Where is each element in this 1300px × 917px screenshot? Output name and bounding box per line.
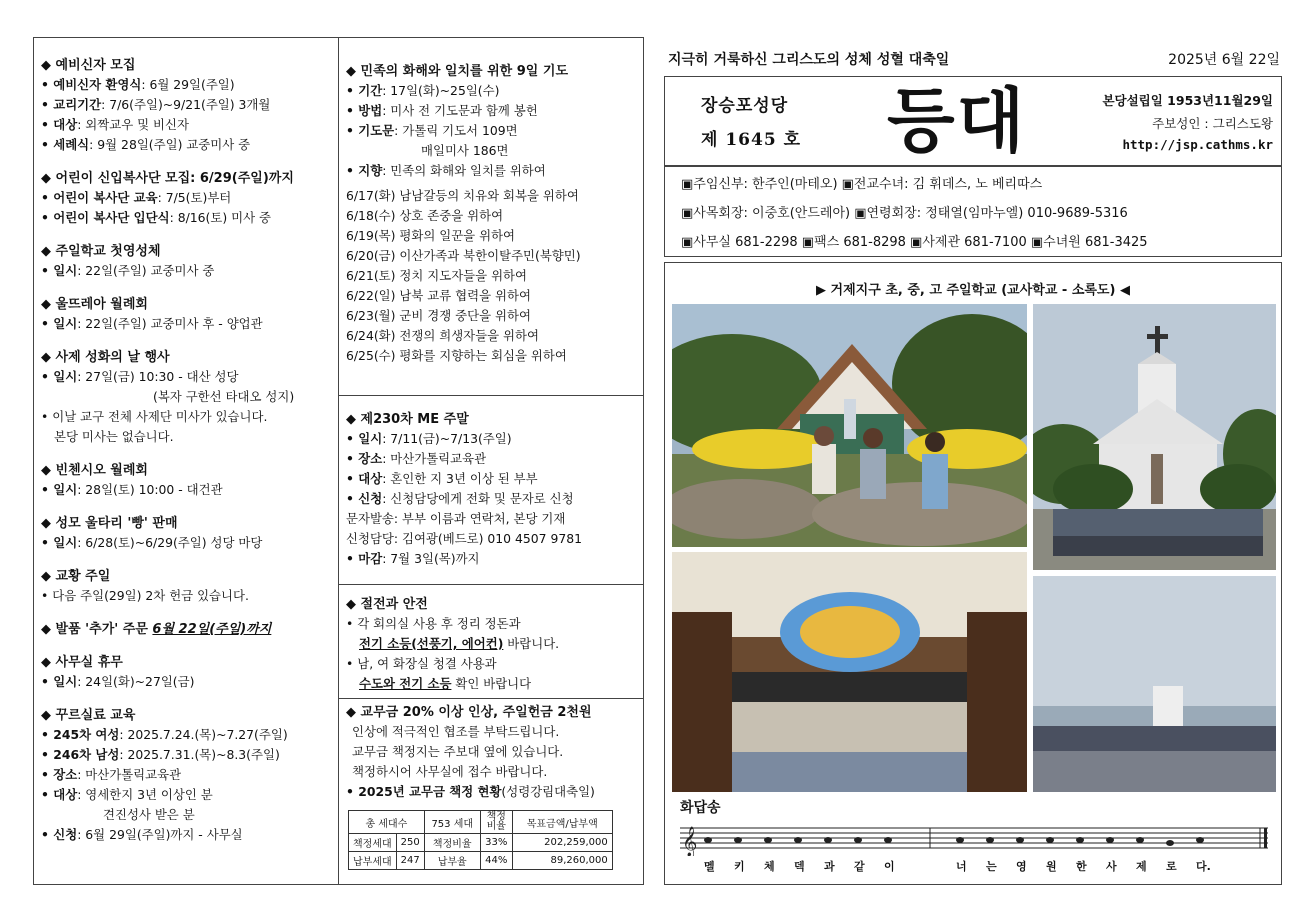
tithe-section <box>339 703 643 802</box>
lyric-syllable: 영 <box>1016 860 1027 873</box>
notice-column-middle <box>338 37 644 885</box>
issue-number: 제 1645 호 <box>701 130 801 150</box>
feast-title: 지극히 거룩하신 그리스도의 성체 성혈 대축일 <box>668 52 950 68</box>
info-line: • 2025년 교무금 책정 현황(성령강림대축일) <box>346 784 595 799</box>
lyric-syllable: 로 <box>1166 860 1177 873</box>
lyric-syllable: 너 <box>956 860 967 873</box>
lyric-syllable: 같 <box>854 860 865 873</box>
info-line: • 교리기간: 7/6(주일)~9/21(주일) 3개월 <box>41 97 271 112</box>
lyric-syllable: 키 <box>734 860 745 873</box>
info-line: • 장소: 마산가톨릭교육관 <box>41 767 182 782</box>
info-line: • 세례식: 9월 28일(주일) 교중미사 중 <box>41 137 251 152</box>
info-line: • 일시: 6/28(토)~6/29(주일) 성당 마당 <box>41 535 263 550</box>
table-row: 납부세대 247 납부율 44% 89,260,000 <box>349 852 613 870</box>
info-line: 신청담당: 김여광(베드로) 010 4507 9781 <box>346 531 583 546</box>
info-line: 견진성사 받은 분 <box>103 807 195 822</box>
section-title: ◆ 제230차 ME 주말 <box>346 412 469 427</box>
prayer-day: 6/21(토) 정치 지도자들을 위하여 <box>346 268 527 283</box>
chapel-group-photo <box>672 552 1027 792</box>
me-weekend-section <box>339 410 643 569</box>
info-line: • 각 회의실 사용 후 정리 정돈과 <box>346 616 521 631</box>
lyric-syllable: 멜 <box>704 860 715 873</box>
prayer-day: 6/25(수) 평화를 지향하는 회심을 위하여 <box>346 348 567 363</box>
staff-directory <box>664 166 1282 257</box>
info-line: • 기도문: 가톨릭 기도서 109면 <box>346 123 518 138</box>
prayer-day: 6/24(화) 전쟁의 희생자들을 위하여 <box>346 328 539 343</box>
section-title: ◆ 사제 성화의 날 행사 <box>41 350 170 365</box>
lyric-syllable: 원 <box>1046 860 1057 873</box>
divider <box>339 584 643 585</box>
info-line: • 일시: 22일(주일) 교중미사 후 - 양업관 <box>41 316 263 331</box>
issue-date: 2025년 6월 22일 <box>1168 52 1280 68</box>
grotto-photo <box>672 304 1027 547</box>
section-title: ◆ 교황 주일 <box>41 569 111 584</box>
info-line: • 지향: 민족의 화해와 일치를 위하여 <box>346 163 546 178</box>
section-title: ◆ 어린이 신입복사단 모집: 6/29(주일)까지 <box>41 171 294 186</box>
info-line: • 남, 여 화장실 청결 사용과 <box>346 656 497 671</box>
info-line: • 대상: 혼인한 지 3년 이상 된 부부 <box>346 471 538 486</box>
founding-date: 본당설립일 1953년11월29일 <box>1102 93 1273 108</box>
info-line: • 일시: 7/11(금)~7/13(주일) <box>346 431 512 446</box>
info-line: • 이날 교구 전체 사제단 미사가 있습니다. <box>41 409 268 424</box>
info-line: (복자 구한선 타대오 성지) <box>153 389 295 404</box>
newsletter-title: 등대 <box>887 80 1027 162</box>
prayer-day: 6/22(일) 남북 교류 협력을 위하여 <box>346 288 531 303</box>
section-title: ◆ 발품 '추가' 주문 6월 22일(주일)까지 <box>41 622 272 637</box>
info-line: • 어린이 복사단 교육: 7/5(토)부터 <box>41 190 232 205</box>
info-line: • 기간: 17일(화)~25일(수) <box>346 83 500 98</box>
lyric-syllable: 한 <box>1076 860 1087 873</box>
table-row: 총 세대수 753 세대 책정 비율 목표금액/납부액 <box>349 811 613 834</box>
section-title: ◆ 빈첸시오 월례회 <box>41 463 148 478</box>
lyric-syllable: 이 <box>884 860 895 873</box>
section-title: ◆ 절전과 안전 <box>346 597 428 612</box>
prayer-day: 6/23(월) 군비 경쟁 중단을 위하여 <box>346 308 531 323</box>
staff-line: ▣사무실 681-2298 ▣팩스 681-8298 ▣사제관 681-7100 ▣수녀원 681-3425 <box>681 235 1148 250</box>
section-title: ◆ 꾸르실료 교육 <box>41 708 136 723</box>
seaside-group-photo <box>1033 576 1276 792</box>
lyric-syllable: 과 <box>824 860 835 873</box>
info-line: • 신청: 신청담당에게 전화 및 문자로 신청 <box>346 491 574 506</box>
info-line: • 신청: 6월 29일(주일)까지 - 사무실 <box>41 827 243 842</box>
prayer-day: 6/17(화) 남남갈등의 치유와 회복을 위하여 <box>346 188 579 203</box>
parish-name: 장승포성당 <box>701 96 789 116</box>
energy-saving-section <box>339 595 643 694</box>
svg-text:𝄞: 𝄞 <box>682 827 698 856</box>
section-title: ◆ 예비신자 모집 <box>41 58 136 73</box>
psalm-title: 화답송 <box>680 800 721 816</box>
info-line: 수도와 전기 소등 확인 바랍니다 <box>359 676 532 691</box>
website-link[interactable]: http://jsp.cathms.kr <box>1122 137 1273 152</box>
divider <box>339 698 643 699</box>
lyric-syllable: 는 <box>986 860 997 873</box>
section-title: ◆ 사무실 휴무 <box>41 655 123 670</box>
lyric-syllable: 제 <box>1136 860 1147 873</box>
lyric-syllable: 체 <box>764 860 775 873</box>
info-line: 책정하시어 사무실에 접수 바랍니다. <box>352 764 548 779</box>
table-row: 책정세대 250 책정비율 33% 202,259,000 <box>349 834 613 852</box>
lyric-syllable: 사 <box>1106 860 1117 873</box>
lyric-syllable: 덱 <box>794 860 805 873</box>
info-line: • 일시: 24일(화)~27일(금) <box>41 674 195 689</box>
info-line: 본당 미사는 없습니다. <box>54 429 174 444</box>
church-photo <box>1033 304 1276 570</box>
info-line: • 일시: 22일(주일) 교중미사 중 <box>41 263 215 278</box>
staff-line: ▣사목회장: 이중호(안드레아) ▣연령회장: 정태열(임마누엘) 010-9689-5316 <box>681 206 1128 221</box>
prayer-section <box>339 62 643 366</box>
info-line: • 다음 주일(29일) 2차 헌금 있습니다. <box>41 588 249 603</box>
info-line: • 대상: 영세한지 3년 이상인 분 <box>41 787 213 802</box>
masthead <box>664 76 1282 166</box>
info-line: • 장소: 마산가톨릭교육관 <box>346 451 487 466</box>
patron-saint: 주보성인 : 그리스도왕 <box>1152 116 1273 131</box>
staff-line: ▣주임신부: 한주인(마테오) ▣전교수녀: 김 휘데스, 노 베리따스 <box>681 177 1043 192</box>
info-line: • 245차 여성: 2025.7.24.(목)~7.27(주일) <box>41 727 288 742</box>
prayer-day: 6/20(금) 이산가족과 북한이탈주민(북향민) <box>346 248 581 263</box>
lyric-syllable: 다. <box>1196 860 1211 873</box>
info-line: • 대상: 외짝교우 및 비신자 <box>41 117 189 132</box>
prayer-day: 6/18(수) 상호 존중을 위하여 <box>346 208 504 223</box>
section-title: ◆ 울뜨레아 월례회 <box>41 297 148 312</box>
info-line: • 일시: 28일(토) 10:00 - 대건관 <box>41 482 223 497</box>
info-line: • 방법: 미사 전 기도문과 함께 봉헌 <box>346 103 538 118</box>
info-line: • 어린이 복사단 입단식: 8/16(토) 미사 중 <box>41 210 271 225</box>
info-line: • 예비신자 환영식: 6월 29일(주일) <box>41 77 235 92</box>
info-line: 교무금 책정지는 주보대 옆에 있습니다. <box>352 744 564 759</box>
info-line: • 246차 남성: 2025.7.31.(목)~8.3(주일) <box>41 747 280 762</box>
section-title: ◆ 주일학교 첫영성체 <box>41 244 161 259</box>
section-title: ◆ 민족의 화해와 일치를 위한 9일 기도 <box>346 64 569 79</box>
photo-panel <box>664 262 1282 885</box>
info-line: • 마감: 7월 3일(목)까지 <box>346 551 480 566</box>
issue-header <box>668 49 1280 69</box>
info-line: 인상에 적극적인 협조를 부탁드립니다. <box>352 724 560 739</box>
info-line: 문자발송: 부부 이름과 연락처, 본당 기재 <box>346 511 566 526</box>
info-line: 매일미사 186면 <box>421 143 509 158</box>
section-title: ◆ 성모 울타리 '빵' 판매 <box>41 516 178 531</box>
notice-column-left <box>33 37 339 885</box>
prayer-day: 6/19(목) 평화의 일꾼을 위하여 <box>346 228 516 243</box>
photo-caption: ▶ 거제지구 초, 중, 고 주일학교 (교사학교 - 소록도) ◀ <box>816 283 1130 298</box>
tithe-table <box>348 810 613 870</box>
info-line: 전기 소등(선풍기, 에어컨) 바랍니다. <box>359 636 560 651</box>
info-line: • 일시: 27일(금) 10:30 - 대산 성당 <box>41 369 239 384</box>
music-staff <box>680 822 1270 856</box>
section-title: ◆ 교무금 20% 이상 인상, 주일헌금 2천원 <box>346 705 592 720</box>
divider <box>339 395 643 396</box>
